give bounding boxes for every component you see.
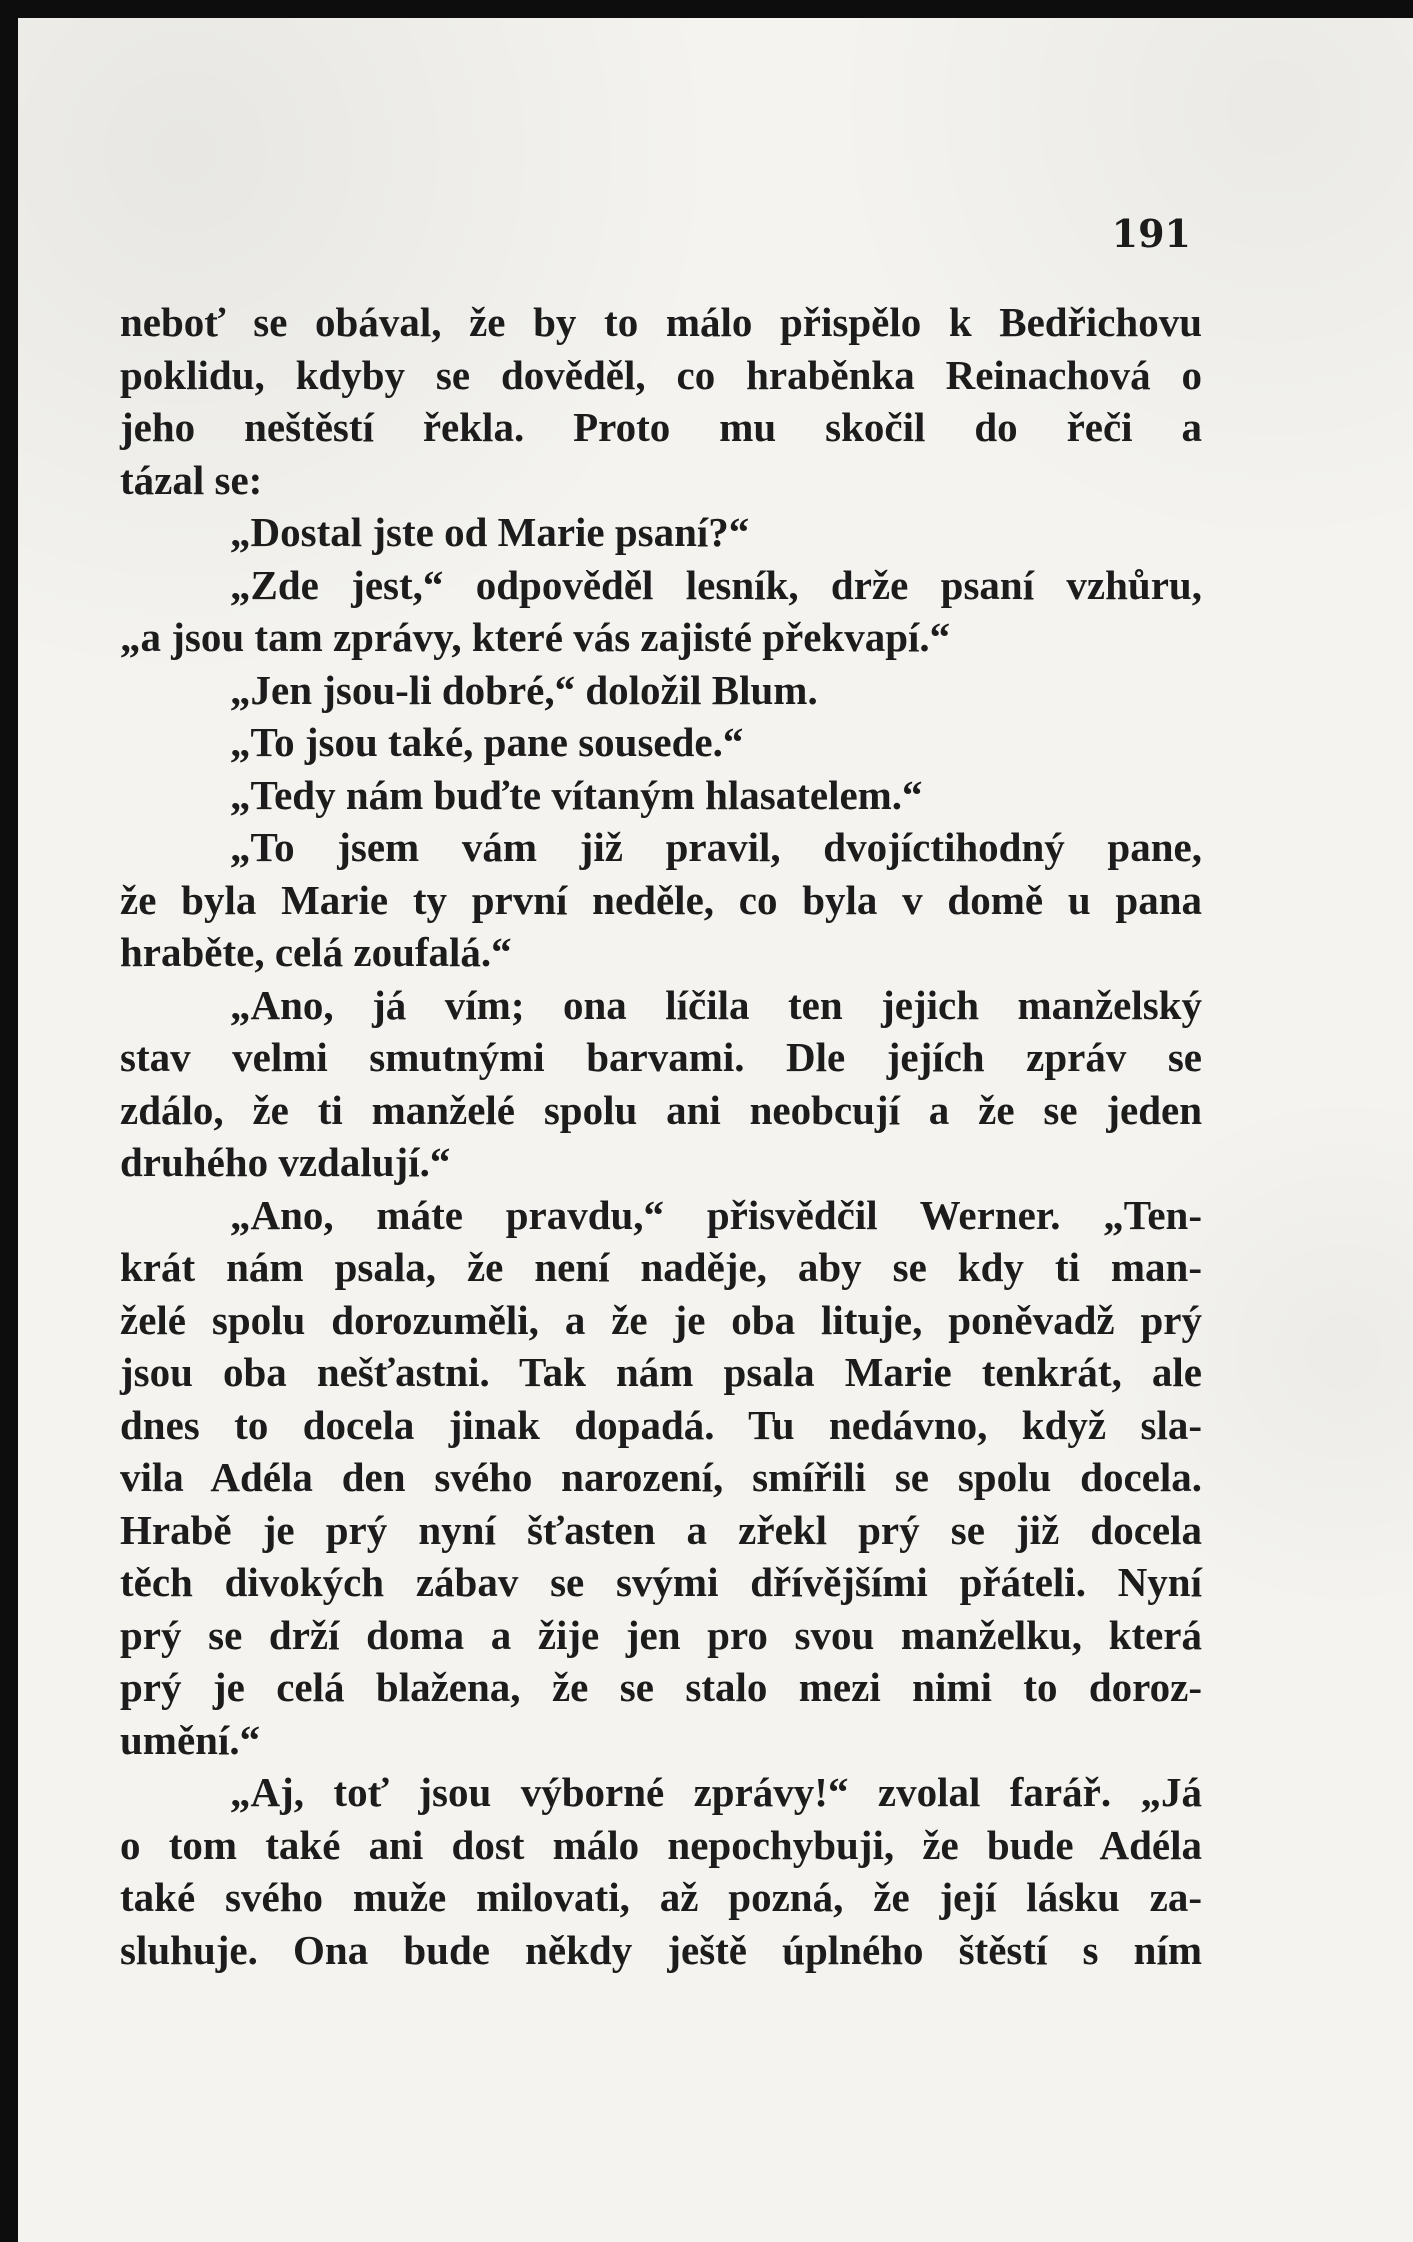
page-number: 191	[1111, 211, 1191, 256]
text-line: „Aj, toť jsou výborné zprávy!“ zvolal farář. „Já	[230, 1769, 1202, 1815]
body-text	[120, 296, 1202, 1976]
text-line: Hrabě je prý nyní šťasten a zřekl prý se již docela	[120, 1506, 1202, 1553]
text-line: „To jsem vám již pravil, dvojíctihodný pane,	[230, 824, 1202, 870]
text-line: také svého muže milovati, až pozná, že její lásku za-	[120, 1874, 1202, 1920]
book-page	[18, 18, 1413, 2242]
text-line: že byla Marie ty první neděle, co byla v domě u pana	[120, 876, 1202, 923]
text-line: vila Adéla den svého narození, smířili se spolu docela.	[120, 1454, 1202, 1500]
text-line: „Jen jsou-li dobré,“ doložil Blum.	[230, 666, 818, 713]
text-line: o tom také ani dost málo nepochybuji, že bude Adéla	[120, 1821, 1202, 1868]
text-line: druhého vzdalují.“	[120, 1139, 451, 1185]
text-line: stav velmi smutnými barvami. Dle jejích zpráv se	[120, 1034, 1202, 1080]
text-line: „Dostal jste od Marie psaní?“	[230, 509, 750, 555]
text-line: „Zde jest,“ odpověděl lesník, drže psaní vzhůru,	[230, 561, 1202, 608]
text-line: umění.“	[120, 1716, 261, 1763]
text-line: prý se drží doma a žije jen pro svou manželku, která	[120, 1611, 1202, 1658]
text-line: „Ano, máte pravdu,“ přisvědčil Werner. „Ten-	[230, 1191, 1202, 1238]
text-line: „To jsou také, pane sousede.“	[230, 719, 744, 765]
text-line: sluhuje. Ona bude někdy ještě úplného štěstí s ním	[120, 1926, 1202, 1973]
text-line: jeho neštěstí řekla. Proto mu skočil do řeči a	[120, 404, 1202, 450]
text-line: „Ano, já vím; ona líčila ten jejich manželský	[230, 981, 1202, 1028]
text-line: dnes to docela jinak dopadá. Tu nedávno, když sla-	[120, 1401, 1202, 1448]
text-line: „a jsou tam zprávy, které vás zajisté překvapí.“	[120, 614, 951, 660]
text-line: hraběte, celá zoufalá.“	[120, 929, 512, 975]
text-line: krát nám psala, že není naděje, aby se kdy ti man-	[120, 1244, 1202, 1290]
text-line: poklidu, kdyby se dověděl, co hraběnka Reinachová o	[120, 351, 1202, 398]
text-line: prý je celá blažena, že se stalo mezi nimi to doroz-	[120, 1664, 1202, 1710]
text-line: těch divokých zábav se svými dřívějšími přáteli. Nyní	[120, 1559, 1202, 1605]
text-line: zdálo, že ti manželé spolu ani neobcují a že se jeden	[120, 1086, 1202, 1133]
text-line: želé spolu dorozuměli, a že je oba lituje, poněvadž prý	[120, 1296, 1202, 1343]
text-line: tázal se:	[120, 456, 263, 503]
text-line: neboť se obával, že by to málo přispělo k Bedřichovu	[120, 299, 1202, 345]
text-line: „Tedy nám buďte vítaným hlasatelem.“	[230, 771, 923, 818]
text-line: jsou oba nešťastni. Tak nám psala Marie tenkrát, ale	[120, 1349, 1202, 1395]
